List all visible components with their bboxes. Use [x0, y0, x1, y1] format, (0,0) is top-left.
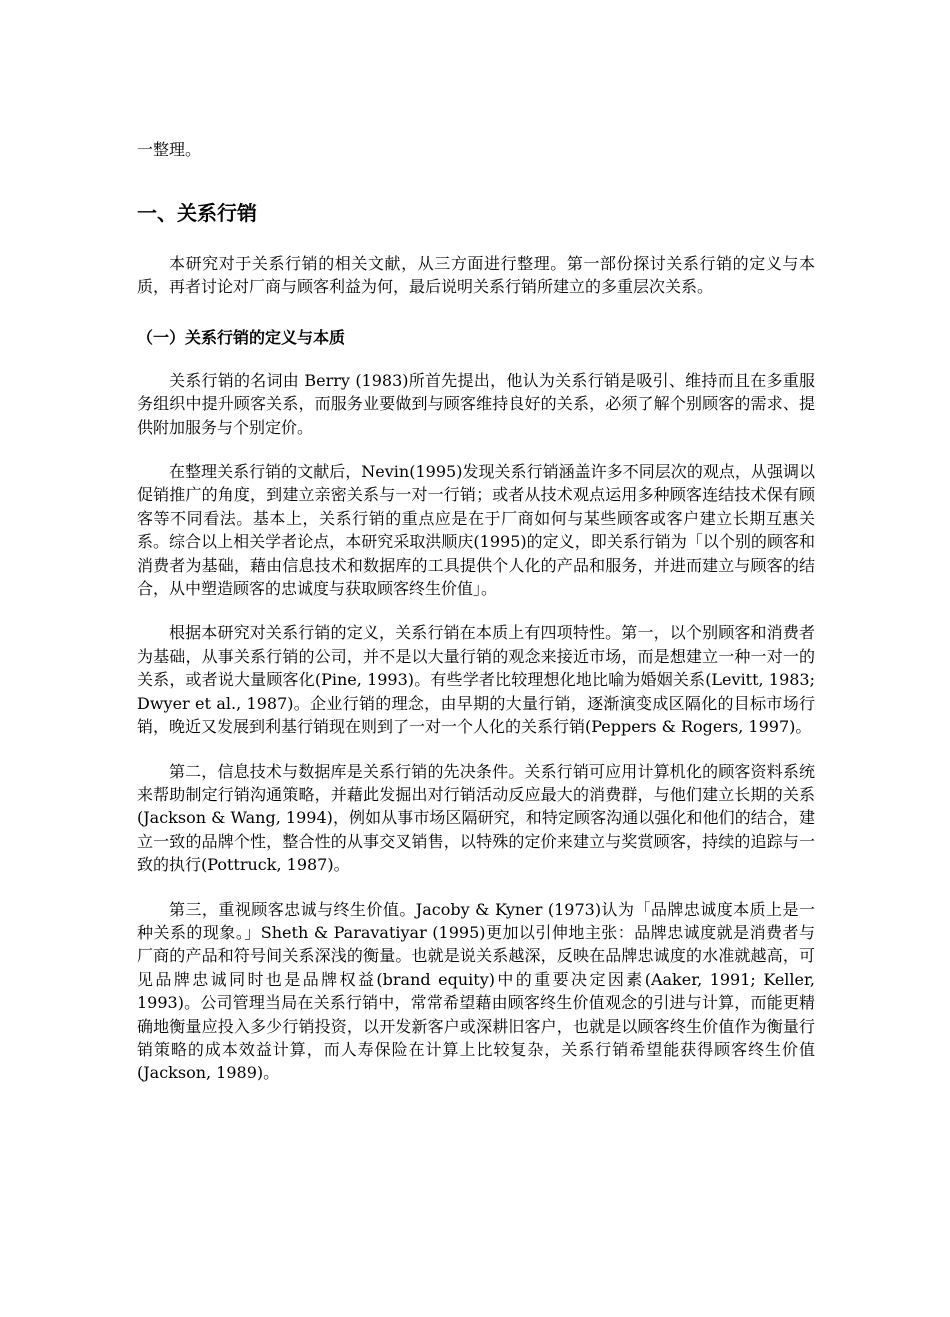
body-paragraph: 根据本研究对关系行销的定义，关系行销在本质上有四项特性。第一，以个别顾客和消费者为基础，从事关系行销的公司，并不是以大量行销的观念来接近市场，而是想建立一种一对一的关系，或者说大量顾客化(Pine, 1993)。有些学者比较理想化地比喻为婚姻关系(Levitt, 1983; Dwyer et al., 1987)。企业行销的理念，由早期的大量行销，逐渐演变成区隔化的目标市场行销，晚近又发展到利基行销现在则到了一对一个人化的关系行销(Peppers & Rogers, 1997)。	[137, 623, 815, 737]
document-page	[137, 138, 815, 1085]
subsection-heading: （一）关系行销的定义与本质	[137, 327, 346, 347]
body-paragraph: 第二，信息技术与数据库是关系行销的先决条件。关系行销可应用计算机化的顾客资料系统来帮助制定行销沟通策略，并藉此发掘出对行销活动反应最大的消费群，与他们建立长期的关系(Jackson & Wang, 1994)，例如从事市场区隔研究，和特定顾客沟通以强化和他们的结合，建立一致的品牌个性，整合性的从事交叉销售，以特殊的定价来建立与奖赏顾客，持续的追踪与一致的执行(Pottruck, 1987)。	[137, 761, 815, 875]
lead-text: 一整理。	[137, 140, 202, 159]
intro-paragraph: 本研究对于关系行销的相关文献，从三方面进行整理。第一部份探讨关系行销的定义与本质，再者讨论对厂商与顾客利益为何，最后说明关系行销所建立的多重层次关系。	[137, 254, 815, 297]
body-paragraph: 第三，重视顾客忠诚与终生价值。Jacoby & Kyner (1973)认为「品牌忠诚度本质上是一种关系的现象。」Sheth & Paravatiyar (1995)更加以引伸地主张：品牌忠诚度就是消费者与厂商的产品和符号间关系深浅的衡量。也就是说关系越深，反映在品牌忠诚度的水准就越高，可见品牌忠诚同时也是品牌权益(brand equity)中的重要决定因素(Aaker, 1991; Keller, 1993)。公司管理当局在关系行销中，常常希望藉由顾客终生价值观念的引进与计算，而能更精确地衡量应投入多少行销投资，以开发新客户或深耕旧客户，也就是以顾客终生价值作为衡量行销策略的成本效益计算，而人寿保险在计算上比较复杂，关系行销希望能获得顾客终生价值(Jackson, 1989)。	[137, 899, 815, 1083]
body-paragraph: 关系行销的名词由 Berry (1983)所首先提出，他认为关系行销是吸引、维持而且在多重服务组织中提升顾客关系，而服务业要做到与顾客维持良好的关系，必须了解个别顾客的需求、提供附加服务与个别定价。	[137, 370, 815, 437]
section-heading: 一、关系行销	[137, 201, 257, 225]
body-paragraph: 在整理关系行销的文献后，Nevin(1995)发现关系行销涵盖许多不同层次的观点，从强调以促销推广的角度，到建立亲密关系与一对一行销；或者从技术观点运用多种顾客连结技术保有顾客等不同看法。基本上，关系行销的重点应是在于厂商如何与某些顾客或客户建立长期互惠关系。综合以上相关学者论点，本研究采取洪顺庆(1995)的定义，即关系行销为「以个别的顾客和消费者为基础，藉由信息技术和数据库的工具提供个人化的产品和服务，并进而建立与顾客的结合，从中塑造顾客的忠诚度与获取顾客终生价值」。	[137, 462, 815, 599]
